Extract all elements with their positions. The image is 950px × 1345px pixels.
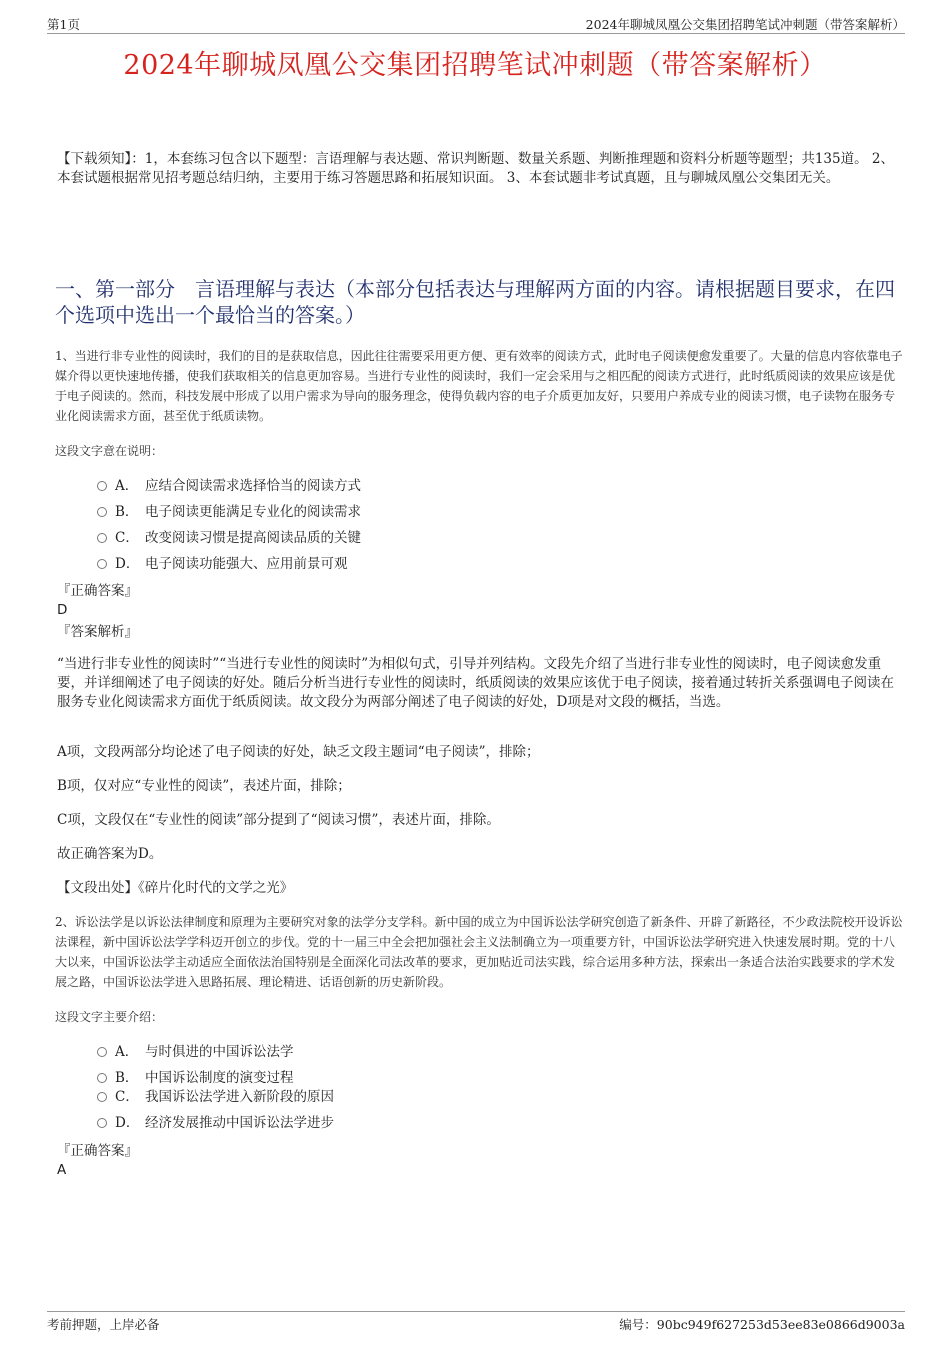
question-2-prompt: 这段文字主要介绍：	[55, 1010, 164, 1024]
question-1-answer-tag: 『正确答案』	[57, 583, 138, 599]
question-1-analysis-conclusion: 故正确答案为D。	[57, 846, 163, 862]
radio-icon[interactable]	[97, 1118, 107, 1128]
question-1-analysis-a: A项，文段两部分均论述了电子阅读的好处，缺乏文段主题词“电子阅读”，排除；	[57, 744, 540, 760]
question-1-analysis-tag: 『答案解析』	[57, 624, 138, 640]
download-notice: 【下载须知】：1，本套练习包含以下题型：言语理解与表达题、常识判断题、数量关系题、判断推理题和资料分析题等题型；共135道。 2、本套试题根据常见招考题总结归纳，主要用于练习答题思路和拓展知识面。 3、本套试题非考试真题，且与聊城凤凰公交集团无关。	[57, 151, 894, 186]
question-2-option-d[interactable]: D． 经济发展推动中国诉讼法学进步	[97, 1113, 334, 1133]
question-1-option-b[interactable]: B． 电子阅读更能满足专业化的阅读需求	[97, 502, 361, 522]
question-2-option-b[interactable]: B． 中国诉讼制度的演变过程	[97, 1068, 294, 1088]
radio-icon[interactable]	[97, 533, 107, 543]
page-header	[47, 12, 905, 34]
radio-icon[interactable]	[97, 1047, 107, 1057]
question-1-option-d[interactable]: D． 电子阅读功能强大、应用前景可观	[97, 554, 348, 574]
header-doc-title: 2024年聊城凤凰公交集团招聘笔试冲刺题（带答案解析）	[585, 17, 905, 32]
document-title: 2024年聊城凤凰公交集团招聘笔试冲刺题（带答案解析）	[123, 50, 827, 81]
question-1-prompt: 这段文字意在说明：	[55, 444, 164, 458]
question-2-option-a[interactable]: A． 与时俱进的中国诉讼法学	[97, 1042, 294, 1062]
page-footer	[47, 1311, 905, 1335]
question-2-answer: A	[57, 1162, 67, 1178]
radio-icon[interactable]	[97, 559, 107, 569]
question-1-analysis-b: B项，仅对应“专业性的阅读”，表述片面，排除；	[57, 778, 351, 794]
question-1-text: 1、当进行非专业性的阅读时，我们的目的是获取信息，因此往往需要采用更方便、更有效率的阅读方式，此时电子阅读便愈发重要了。大量的信息内容依靠电子媒介得以更快速地传播，使我们获取相关的信息更加容易。当进行专业性的阅读时，我们一定会采用与之相匹配的阅读方式进行，此时纸质阅读的效果应该是优于电子阅读的。然而，科技发展中形成了以用户需求为导向的服务理念，使得负载内容的电子介质更加友好，只要用户养成专业的阅读习惯，电子读物在服务专业化阅读需求方面，甚至优于纸质读物。	[55, 349, 903, 423]
question-1-analysis-main: “当进行非专业性的阅读时”“当进行专业性的阅读时”为相似句式，引导并列结构。文段先介绍了当进行非专业性的阅读时，电子阅读愈发重要，并详细阐述了电子阅读的好处。随后分析当进行专业性的阅读时，纸质阅读的效果应该优于电子阅读，接着通过转折关系强调电子阅读在服务专业化阅读需求方面优于纸质阅读。故文段分为两部分阐述了电子阅读的好处，D项是对文段的概括，当选。	[57, 656, 894, 710]
question-1-source: 【文段出处】《碎片化时代的文学之光》	[57, 880, 294, 896]
question-2-option-c[interactable]: C． 我国诉讼法学进入新阶段的原因	[97, 1087, 334, 1107]
question-2-text: 2、诉讼法学是以诉讼法律制度和原理为主要研究对象的法学分支学科。新中国的成立为中国诉讼法学研究创造了新条件、开辟了新路径，不少政法院校开设诉讼法课程，新中国诉讼法学学科迈开创立的步伐。党的十一届三中全会把加强社会主义法制确立为一项重要方针，中国诉讼法学研究进入快速发展时期。党的十八大以来，中国诉讼法学主动适应全面依法治国特别是全面深化司法改革的要求，更加贴近司法实践，综合运用多种方法，探索出一条适合法治实践要求的学术发展之路，中国诉讼法学进入思路拓展、理论精进、话语创新的历史新阶段。	[55, 915, 903, 989]
footer-slogan: 考前押题，上岸必备	[47, 1317, 160, 1332]
radio-icon[interactable]	[97, 1073, 107, 1083]
radio-icon[interactable]	[97, 481, 107, 491]
radio-icon[interactable]	[97, 1092, 107, 1102]
question-1-option-c[interactable]: C． 改变阅读习惯是提高阅读品质的关键	[97, 528, 361, 548]
section-title: 一、第一部分 言语理解与表达（本部分包括表达与理解两方面的内容。请根据题目要求，在四个选项中选出一个最恰当的答案。）	[55, 277, 895, 327]
question-1-option-a[interactable]: A． 应结合阅读需求选择恰当的阅读方式	[97, 476, 361, 496]
footer-doc-id: 编号：90bc949f627253d53ee83e0866d9003a	[619, 1317, 905, 1332]
question-1-analysis-c: C项，文段仅在“专业性的阅读”部分提到了“阅读习惯”，表述片面，排除。	[57, 812, 500, 828]
question-2-answer-tag: 『正确答案』	[57, 1143, 138, 1159]
question-1-answer: D	[57, 602, 68, 618]
radio-icon[interactable]	[97, 507, 107, 517]
page-number: 第1页	[47, 17, 80, 32]
